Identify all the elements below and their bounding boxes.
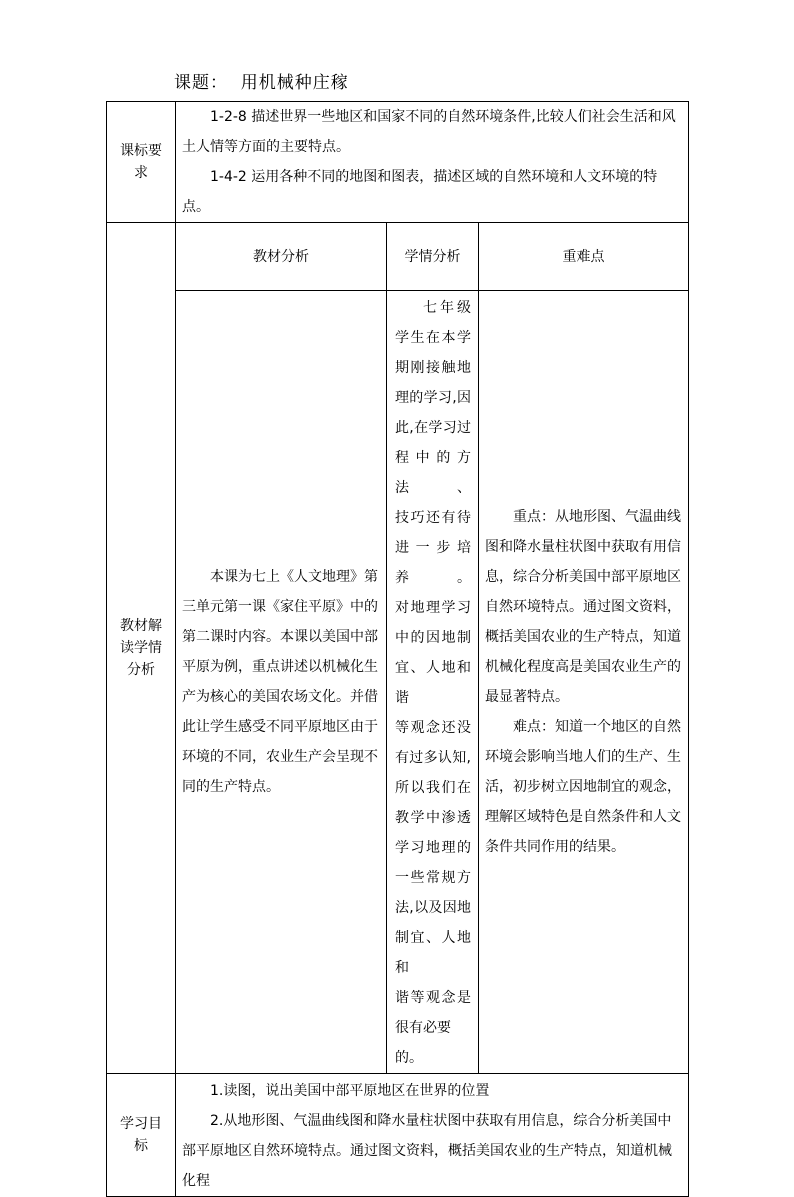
students-analysis-line: 谐等观念是	[395, 990, 471, 1006]
header-textbook: 教材分析	[176, 223, 387, 291]
students-analysis-line: 宜、人地和谐	[395, 660, 471, 706]
students-analysis-line: 有过多认知,	[395, 750, 471, 766]
students-analysis-line: 很有必要的。	[395, 1020, 451, 1066]
analysis-body-row	[107, 291, 689, 1074]
students-analysis-line: 法,以及因地	[395, 900, 471, 916]
standards-row	[107, 102, 689, 223]
lesson-title: 课题： 用机械种庄稼	[174, 73, 349, 93]
students-analysis-line: 理的学习,因	[395, 390, 471, 406]
analysis-label: 教材解读学情分析	[107, 223, 176, 1074]
objectives-label: 学习目标	[107, 1074, 176, 1197]
key-difficult-points	[479, 291, 689, 1074]
students-analysis-line: 七年级	[423, 300, 471, 316]
standard-item: 1-4-2 运用各种不同的地图和图表，描述区域的自然环境和人文环境的特点。	[182, 169, 658, 215]
students-analysis-line: 一些常规方	[395, 870, 471, 886]
standards-label: 课标要求	[107, 102, 176, 223]
lesson-plan-table	[106, 101, 689, 1197]
students-analysis-line: 学生在本学	[395, 330, 471, 346]
students-analysis	[387, 291, 479, 1074]
students-analysis-line: 制宜、人地和	[395, 930, 471, 976]
students-analysis-line: 对地理学习	[395, 600, 471, 616]
objectives-row	[107, 1074, 689, 1197]
students-analysis-line: 进一步培养。	[395, 540, 471, 586]
students-analysis-line: 此,在学习过	[395, 420, 471, 436]
students-analysis-line: 所以我们在	[395, 780, 471, 796]
objective-item: 2.从地形图、气温曲线图和降水量柱状图中获取有用信息，综合分析美国中部平原地区自然环境特点。通过图文资料，概括美国农业的生产特点，知道机械化程	[182, 1113, 672, 1189]
difficult-point-text: 难点：知道一个地区的自然环境会影响当地人们的生产、生活，初步树立因地制宜的观念，理解区域特色是自然条件和人文条件共同作用的结果。	[485, 719, 681, 855]
students-analysis-line: 教学中渗透	[395, 810, 471, 826]
standards-content	[176, 102, 689, 223]
students-analysis-line: 程中的方法、	[395, 450, 471, 496]
students-analysis-line: 技巧还有待	[395, 510, 471, 526]
students-analysis-line: 等观念还没	[395, 720, 471, 736]
students-analysis-line: 学习地理的	[395, 840, 471, 856]
key-point-text: 重点：从地形图、气温曲线图和降水量柱状图中获取有用信息，综合分析美国中部平原地区自然环境特点。通过图文资料，概括美国农业的生产特点，知道机械化程度高是美国农业生产的最显著特点。	[485, 509, 681, 705]
header-students: 学情分析	[387, 223, 479, 291]
students-analysis-text	[395, 293, 471, 1073]
analysis-header-row	[107, 223, 689, 291]
students-analysis-line: 中的因地制	[395, 630, 471, 646]
standard-item: 1-2-8 描述世界一些地区和国家不同的自然环境条件,比较人们社会生活和风土人情等方面的主要特点。	[182, 109, 676, 155]
objective-item: 1.读图，说出美国中部平原地区在世界的位置	[210, 1083, 490, 1099]
header-key-points: 重难点	[479, 223, 689, 291]
textbook-analysis-text: 本课为七上《人文地理》第三单元第一课《家住平原》中的第二课时内容。本课以美国中部平原为例，重点讲述以机械化生产为核心的美国农场文化。并借此让学生感受不同平原地区由于环境的不同，农业生产会呈现不同的生产特点。	[182, 569, 378, 795]
textbook-analysis	[176, 291, 387, 1074]
objectives-content	[176, 1074, 689, 1197]
students-analysis-line: 期刚接触地	[395, 360, 471, 376]
